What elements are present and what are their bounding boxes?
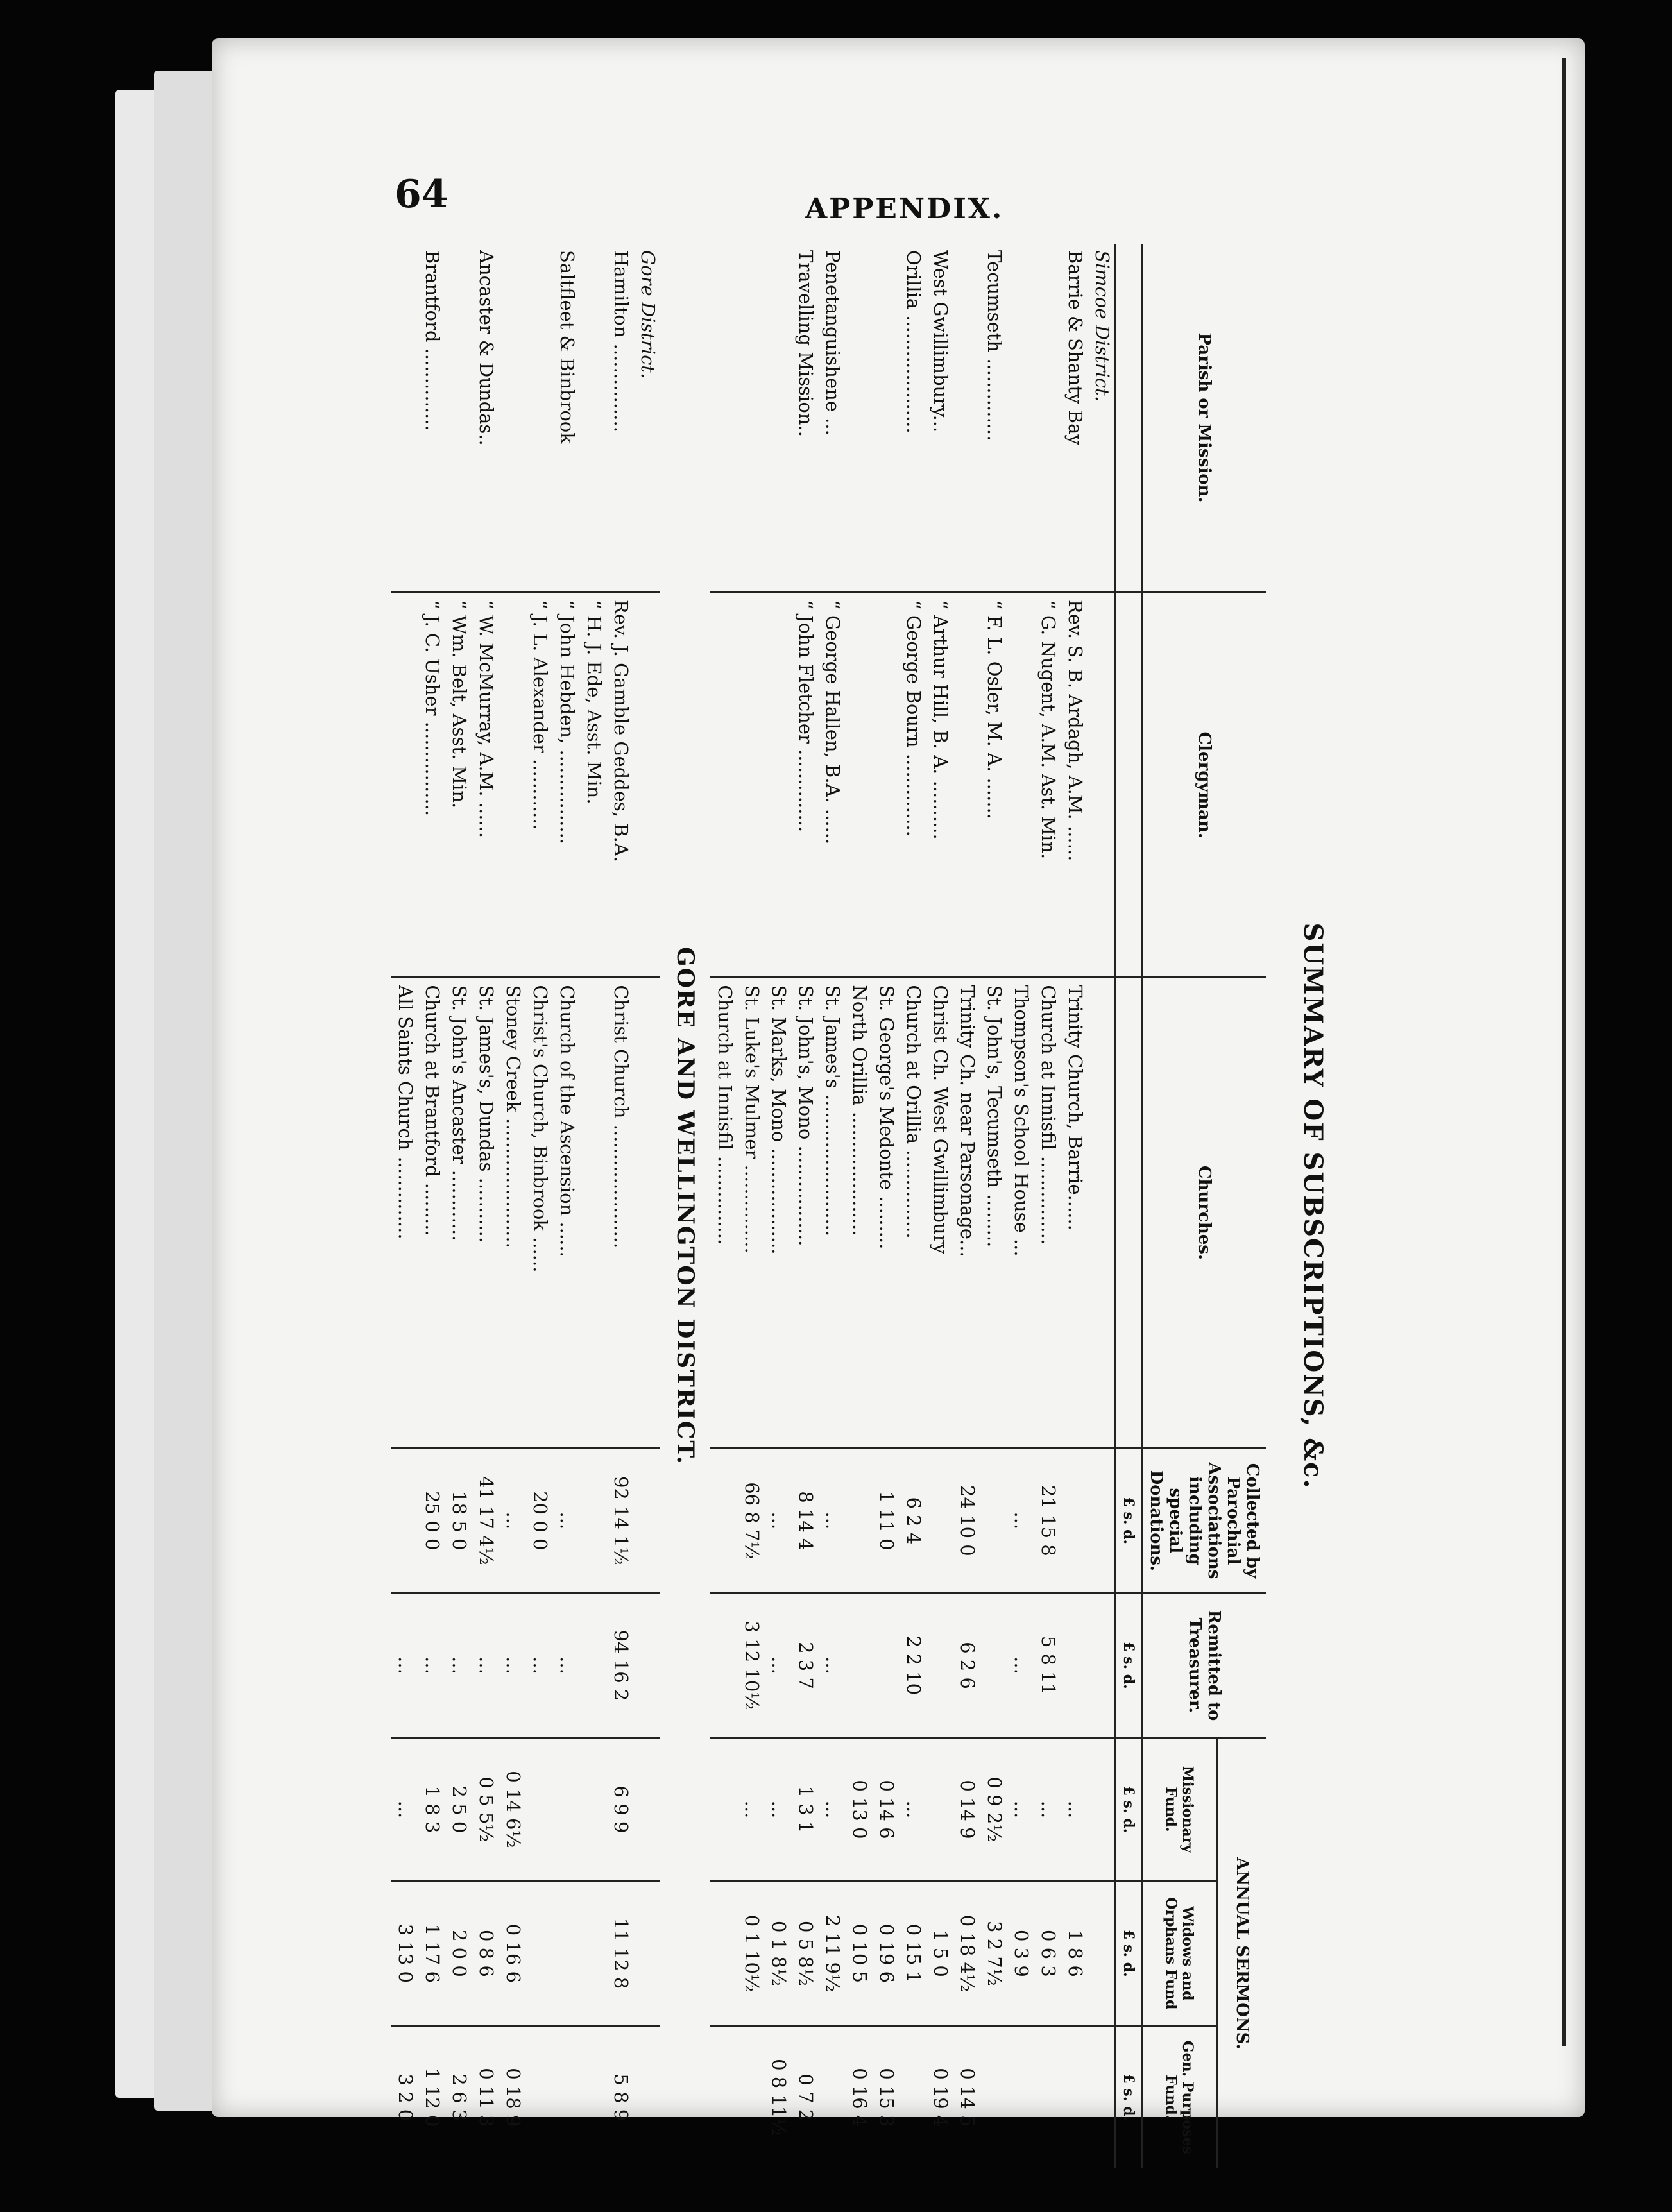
cell-clergy: Rev. S. B. Ardagh, A.M. ...... [1061, 592, 1088, 977]
cell-church: Church at Innisfil ............... [710, 978, 737, 1448]
cell-remitted: ... [552, 1594, 579, 1737]
cell-clergy: “ John Fletcher .............. [791, 592, 818, 977]
cell-remitted: 3 12 10½ [737, 1594, 764, 1737]
col-churches: Churches. [1142, 978, 1267, 1448]
table-row [525, 244, 552, 2168]
cell-remitted: ... [764, 1594, 791, 1737]
cell-parish: Saltfleet & Binbrook [556, 250, 578, 444]
cell-church: Christ's Church, Binbrook ...... [525, 978, 552, 1448]
cell-gen: 0 19 4 [926, 2025, 953, 2168]
cell-church: Stoney Creek ...................... [499, 978, 525, 1448]
table-row [845, 244, 872, 2168]
cell-missionary: ... [391, 1737, 418, 1881]
cell-church: Christ Ch. West Gwillimbury [926, 978, 953, 1448]
cell-remitted: ... [418, 1594, 445, 1737]
cell-church: Christ Church ..................... [606, 978, 633, 1448]
cell-parish [1034, 244, 1061, 592]
cell-clergy: “ George Hallen, B.A. ...... [818, 592, 845, 977]
table-row [953, 244, 980, 2168]
cell-gen [818, 2025, 845, 2168]
cell-parish: Orillia .................... [903, 250, 925, 434]
cell-parish [579, 244, 606, 592]
cell-parish [499, 244, 525, 592]
col-clergyman: Clergyman. [1142, 592, 1267, 977]
cell-gen [980, 2025, 1007, 2168]
cell-remitted: 2 2 10 [899, 1594, 926, 1737]
cell-remitted: ... [472, 1594, 499, 1737]
lsd-header: £ s. d. [1116, 2025, 1142, 2168]
cell-widows: 2 11 9½ [818, 1882, 845, 2025]
lsd-header: £ s. d. [1116, 1448, 1142, 1594]
col-parish: Parish or Mission. [1142, 244, 1267, 592]
cell-clergy [764, 592, 791, 977]
cell-missionary [926, 1737, 953, 1881]
table-row [764, 244, 791, 2168]
col-gen-purposes: Gen. Purposes Fund. [1142, 2025, 1217, 2168]
cell-missionary: ... [899, 1737, 926, 1881]
cell-collected: 1 11 0 [872, 1448, 899, 1594]
cell-clergy: “ F. L. Osler, M. A. ....... [980, 592, 1007, 977]
cell-church: St. George's Medonte ......... [872, 978, 899, 1448]
cell-collected [926, 1448, 953, 1594]
cell-church: Church at Orillia ............... [899, 978, 926, 1448]
cell-collected [1061, 1448, 1088, 1594]
cell-widows [579, 1882, 606, 2025]
cell-church: St. John's, Mono ................. [791, 978, 818, 1448]
cell-widows: 0 1 8½ [764, 1882, 791, 2025]
table-row [552, 244, 579, 2168]
cell-widows: 1 17 6 [418, 1882, 445, 2025]
cell-church: Thompson's School House ... [1007, 978, 1034, 1448]
cell-parish: Hamilton ............... [610, 250, 632, 432]
cell-clergy [391, 592, 418, 977]
cell-church: North Orillia ..................... [845, 978, 872, 1448]
cell-parish [872, 244, 899, 592]
cell-remitted: ... [525, 1594, 552, 1737]
cell-church: Church of the Ascension ...... [552, 978, 579, 1448]
cell-remitted [710, 1594, 737, 1737]
cell-collected: ... [1007, 1448, 1034, 1594]
table-title: SUMMARY OF SUBSCRIPTIONS, &c. [1298, 923, 1328, 1490]
cell-church: St. Luke's Mulmer ............... [737, 978, 764, 1448]
cell-gen: 5 8 9 [606, 2025, 633, 2168]
cell-gen: 0 7 2 [791, 2025, 818, 2168]
cell-collected: 25 0 0 [418, 1448, 445, 1594]
cell-collected [710, 1448, 737, 1594]
cell-clergy: Rev. J. Gamble Geddes, B.A. [606, 592, 633, 977]
cell-collected: ... [552, 1448, 579, 1594]
cell-parish: Travelling Mission.. [795, 250, 817, 437]
cell-collected [579, 1448, 606, 1594]
cell-gen: 0 16 4 [845, 2025, 872, 2168]
cell-missionary: ... [1061, 1737, 1088, 1881]
cell-gen [737, 2025, 764, 2168]
cell-gen [1007, 2025, 1034, 2168]
cell-parish [764, 244, 791, 592]
cell-church: Church at Brantford ......... [418, 978, 445, 1448]
table-row [791, 244, 818, 2168]
cell-widows: 0 18 4½ [953, 1882, 980, 2025]
cell-clergy: “ W. McMurray, A.M. ...... [472, 592, 499, 977]
col-remitted: Remitted to Treasurer. [1142, 1594, 1267, 1737]
cell-missionary [710, 1737, 737, 1881]
cell-clergy: “ H. J. Ede, Asst. Min. [579, 592, 606, 977]
cell-clergy: “ John Hebden, ................ [552, 592, 579, 977]
cell-collected: ... [499, 1448, 525, 1594]
cell-gen [525, 2025, 552, 2168]
table-row [926, 244, 953, 2168]
lsd-header: £ s. d. [1116, 1594, 1142, 1737]
cell-gen [552, 2025, 579, 2168]
cell-church: Trinity Ch. near Parsonage... [953, 978, 980, 1448]
cell-widows: 3 2 7½ [980, 1882, 1007, 2025]
cell-parish [737, 244, 764, 592]
cell-missionary: 1 8 3 [418, 1737, 445, 1881]
cell-collected: 41 17 4½ [472, 1448, 499, 1594]
cell-parish [445, 244, 472, 592]
cell-clergy [872, 592, 899, 977]
cell-missionary: 0 14 6 [872, 1737, 899, 1881]
cell-clergy: “ George Bourn .............. [899, 592, 926, 977]
cell-collected: 24 10 0 [953, 1448, 980, 1594]
cell-missionary: 1 3 1 [791, 1737, 818, 1881]
cell-missionary: 0 9 2½ [980, 1737, 1007, 1881]
cell-collected [845, 1448, 872, 1594]
table-row [1007, 244, 1034, 2168]
table-row [737, 244, 764, 2168]
subscriptions-table [391, 244, 1266, 2168]
cell-church: St. James's ........................ [818, 978, 845, 1448]
table-row [445, 244, 472, 2168]
cell-remitted [872, 1594, 899, 1737]
cell-missionary: ... [818, 1737, 845, 1881]
cell-collected: 92 14 1½ [606, 1448, 633, 1594]
col-collected: Collected by Parochial Associations including special Donations. [1142, 1448, 1267, 1594]
table-row [418, 244, 445, 2168]
cell-parish: Ancaster & Dundas.. [475, 250, 497, 446]
cell-collected [980, 1448, 1007, 1594]
cell-church [579, 978, 606, 1448]
cell-widows: 1 8 6 [1061, 1882, 1088, 2025]
cell-gen: 0 14 5 [953, 2025, 980, 2168]
cell-missionary: ... [1007, 1737, 1034, 1881]
cell-remitted [1061, 1594, 1088, 1737]
cell-clergy [845, 592, 872, 977]
cell-widows: 0 5 8½ [791, 1882, 818, 2025]
cell-collected: 20 0 0 [525, 1448, 552, 1594]
table-row [499, 244, 525, 2168]
cell-collected: ... [764, 1448, 791, 1594]
cell-parish [710, 244, 737, 592]
cell-gen [1034, 2025, 1061, 2168]
cell-collected: 21 15 8 [1034, 1448, 1061, 1594]
table-row [818, 244, 845, 2168]
cell-remitted [845, 1594, 872, 1737]
cell-remitted [980, 1594, 1007, 1737]
cell-clergy: “ G. Nugent, A.M. Ast. Min. [1034, 592, 1061, 977]
cell-missionary: ... [1034, 1737, 1061, 1881]
cell-church: Church at Innisfil ............... [1034, 978, 1061, 1448]
cell-widows: 0 3 9 [1007, 1882, 1034, 2025]
cell-missionary [579, 1737, 606, 1881]
cell-widows [552, 1882, 579, 2025]
cell-remitted: 94 16 2 [606, 1594, 633, 1737]
cell-remitted: 2 3 7 [791, 1594, 818, 1737]
rotated-table-region [192, 244, 1347, 2168]
cell-gen: 1 12 0 [418, 2025, 445, 2168]
cell-missionary: ... [764, 1737, 791, 1881]
cell-missionary [552, 1737, 579, 1881]
cell-clergy [737, 592, 764, 977]
cell-church: St. Marks, Mono .................. [764, 978, 791, 1448]
table-row [1061, 244, 1088, 2168]
cell-church: St. John's Ancaster ............ [445, 978, 472, 1448]
cell-parish [525, 244, 552, 592]
lsd-header: £ s. d. [1116, 1737, 1142, 1881]
cell-widows: 0 19 6 [872, 1882, 899, 2025]
running-header: APPENDIX. [805, 192, 1004, 225]
cell-widows: 3 13 0 [391, 1882, 418, 2025]
cell-clergy: “ Arthur Hill, B. A. .......... [926, 592, 953, 977]
district-label: Gore District. [637, 250, 659, 379]
cell-missionary: 6 9 9 [606, 1737, 633, 1881]
cell-widows [525, 1882, 552, 2025]
cell-widows: 0 1 10½ [737, 1882, 764, 2025]
col-missionary: Missionary Fund. [1142, 1737, 1217, 1881]
cell-remitted: ... [818, 1594, 845, 1737]
lsd-header: £ s. d. [1116, 1882, 1142, 2025]
cell-parish [1007, 244, 1034, 592]
cell-parish: Brantford .............. [422, 250, 443, 431]
cell-gen [1061, 2025, 1088, 2168]
cell-remitted [579, 1594, 606, 1737]
cell-missionary: 0 14 9 [953, 1737, 980, 1881]
cell-widows: 2 0 0 [445, 1882, 472, 2025]
cell-missionary: 0 13 0 [845, 1737, 872, 1881]
cell-church: All Saints Church .............. [391, 978, 418, 1448]
cell-clergy [1007, 592, 1034, 977]
cell-gen: 0 15 3 [872, 2025, 899, 2168]
cell-widows [710, 1882, 737, 2025]
cell-clergy [710, 592, 737, 977]
cell-remitted: 5 8 11 [1034, 1594, 1061, 1737]
table-row [472, 244, 499, 2168]
cell-missionary: 2 5 0 [445, 1737, 472, 1881]
cell-parish: Penetanguishene ... [822, 250, 844, 436]
cell-widows: 0 6 3 [1034, 1882, 1061, 2025]
cell-widows: 0 10 5 [845, 1882, 872, 2025]
cell-collected: ... [818, 1448, 845, 1594]
cell-gen [710, 2025, 737, 2168]
table-row [872, 244, 899, 2168]
cell-church: Trinity Church, Barrie...... [1061, 978, 1088, 1448]
cell-gen [579, 2025, 606, 2168]
cell-clergy [499, 592, 525, 977]
table-row [579, 244, 606, 2168]
cell-parish [845, 244, 872, 592]
cell-remitted [926, 1594, 953, 1737]
cell-collected: 66 8 7½ [737, 1448, 764, 1594]
cell-gen [899, 2025, 926, 2168]
cell-clergy: “ Wm. Belt, Asst. Min. [445, 592, 472, 977]
cell-gen: 3 2 0 [391, 2025, 418, 2168]
cell-remitted: ... [1007, 1594, 1034, 1737]
cell-widows: 0 8 6 [472, 1882, 499, 2025]
cell-missionary [525, 1737, 552, 1881]
cell-gen: 2 6 3 [445, 2025, 472, 2168]
district-label: Simcoe District. [1091, 250, 1113, 402]
cell-parish [953, 244, 980, 592]
cell-widows: 11 12 8 [606, 1882, 633, 2025]
cell-remitted: 6 2 6 [953, 1594, 980, 1737]
table-row [391, 244, 418, 2168]
col-widows: Widows and Orphans Fund [1142, 1882, 1217, 2025]
cell-parish [391, 244, 418, 592]
cell-clergy [953, 592, 980, 977]
cell-widows: 1 5 0 [926, 1882, 953, 2025]
table-row [899, 244, 926, 2168]
cell-missionary: 0 14 6½ [499, 1737, 525, 1881]
table-row [1034, 244, 1061, 2168]
cell-widows: 0 15 1 [899, 1882, 926, 2025]
cell-clergy: “ J. L. Alexander ............ [525, 592, 552, 977]
cell-missionary: 0 5 5½ [472, 1737, 499, 1881]
cell-collected [391, 1448, 418, 1594]
cell-missionary: ... [737, 1737, 764, 1881]
section-heading: GORE AND WELLINGTON DISTRICT. [672, 946, 699, 1466]
cell-remitted: ... [391, 1594, 418, 1737]
page-number: 64 [395, 172, 448, 217]
cell-gen: 0 18 9 [499, 2025, 525, 2168]
table-row [980, 244, 1007, 2168]
cell-clergy: “ J. C. Usher ................ [418, 592, 445, 977]
cell-parish: Barrie & Shanty Bay [1064, 250, 1086, 445]
cell-parish: Tecumseth .............. [984, 250, 1005, 441]
table-row [606, 244, 633, 2168]
cell-gen: 0 11 3 [472, 2025, 499, 2168]
cell-collected: 18 5 0 [445, 1448, 472, 1594]
table-row [710, 244, 737, 2168]
cell-widows: 0 16 6 [499, 1882, 525, 2025]
cell-church: St. John's, Tecumseth ......... [980, 978, 1007, 1448]
cell-gen: 0 8 11½ [764, 2025, 791, 2168]
col-annual-sermons: ANNUAL SERMONS. [1217, 1737, 1266, 2168]
cell-parish: West Gwillimbury... [930, 250, 951, 433]
cell-church: St. James's, Dundas ........... [472, 978, 499, 1448]
cell-collected: 6 2 4 [899, 1448, 926, 1594]
cell-remitted: ... [499, 1594, 525, 1737]
cell-remitted: ... [445, 1594, 472, 1737]
facing-page-edge [1562, 58, 1566, 2046]
cell-collected: 8 14 4 [791, 1448, 818, 1594]
